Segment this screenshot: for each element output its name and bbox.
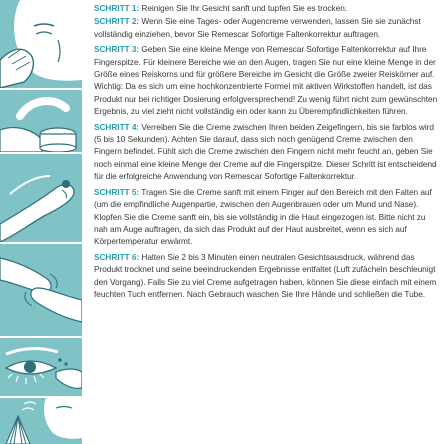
cream-jar-icon [0,90,82,152]
step3-illustration [0,154,82,242]
step-5 [94,186,440,248]
step-1 [94,2,440,14]
face-fan-icon [0,398,82,444]
step-text: Halten Sie 2 bis 3 Minuten einen neutralen Gesichtsausdruck, während das Produkt trocknet und seine beeindruckenden Ergebnisse entfaltet (Luft zufächeln beschleunigt den Vorgang). Falls Sie zu viel Creme aufgetragen haben, können Sie diese einfach mit einem feuchten Tuch entfernen. Nach Gebrauch waschen Sie Ihre Hände und schließen die Tube. [94,251,437,299]
step-label: SCHRITT 6: [94,251,140,262]
step-text: Wenn Sie eine Tages- oder Augencreme verwenden, lassen Sie sie zunächst vollständig einziehen, bevor Sie Remescar Sofortige Faltenkorrektur auftragen. [94,16,421,39]
step-text: Tragen Sie die Creme sanft mit einem Finger auf den Bereich mit den Falten auf (um die empfindliche Augenpartie, zwischen den Augenbrauen oder um Mund und Nase). Klopfen Sie die Creme sanft ein, bis sie vollständig in die Haut eingezogen ist. Bitte nicht zu nah am Auge auftragen, da sich das Produkt auf der Haut ausbreitet, wenn es sich auf Körpertemperatur erwärmt. [94,186,432,247]
step-label: SCHRITT 2: [94,16,140,27]
step-label: SCHRITT 4: [94,121,140,132]
step-label: SCHRITT 3: [94,44,140,55]
illustration-column [0,0,84,444]
step5-illustration [0,338,82,396]
step1-illustration [0,0,82,88]
eye-tapping-icon [0,338,82,396]
step-6 [94,251,440,301]
step-2 [94,15,440,40]
fingertip-dot-icon [0,154,82,242]
rubbing-fingers-icon [0,244,82,336]
step-4 [94,121,440,183]
step-text: Geben Sie eine kleine Menge von Remescar Sofortige Faltenkorrektur auf Ihre Fingerspitze. Für kleinere Bereiche wie an den Augen, tragen Sie nur eine kleine Menge in der Größe eines Reiskorns und für größere Bereiche im Gesicht die Größe zweier Reiskörner auf. Wichtig: Da es sich um eine hochkonzentrierte Formel mit aktiven Wirkstoffen handelt, ist das Produkt nur bei richtiger Dosierung erfolgversprechend! Zu wenig führt nicht zum gewünschten Ergebnis, zu viel zieht nicht vollständig ein oder kann zu Überempfindlichkeiten führen. [94,44,438,117]
face-washing-icon [0,0,82,88]
step-label: SCHRITT 5: [94,186,140,197]
step2-illustration [0,90,82,152]
step-text: Reinigen Sie Ihr Gesicht sanft und tupfen Sie es trocken. [139,3,348,13]
step4-illustration [0,244,82,336]
step-3 [94,43,440,117]
step-text: Verreiben Sie die Creme zwischen Ihren beiden Zeigefingern, bis sie farblos wird (5 bis 10 Sekunden). Achten Sie darauf, dass sich noch genügend Creme zwischen den Fingern befindet. Fühlt sich die Creme zwischen den Fingern nicht mehr feucht an, geben Sie noch einmal eine kleine Menge der Creme auf die Fingerspitze. Dieser Schritt ist entscheidend für die erfolgreiche Anwendung von Remescar Sofortige Faltenkorrektur. [94,121,437,182]
step-label: SCHRITT 1: [94,3,140,13]
step6-illustration [0,398,82,444]
instructions-text [94,2,440,300]
